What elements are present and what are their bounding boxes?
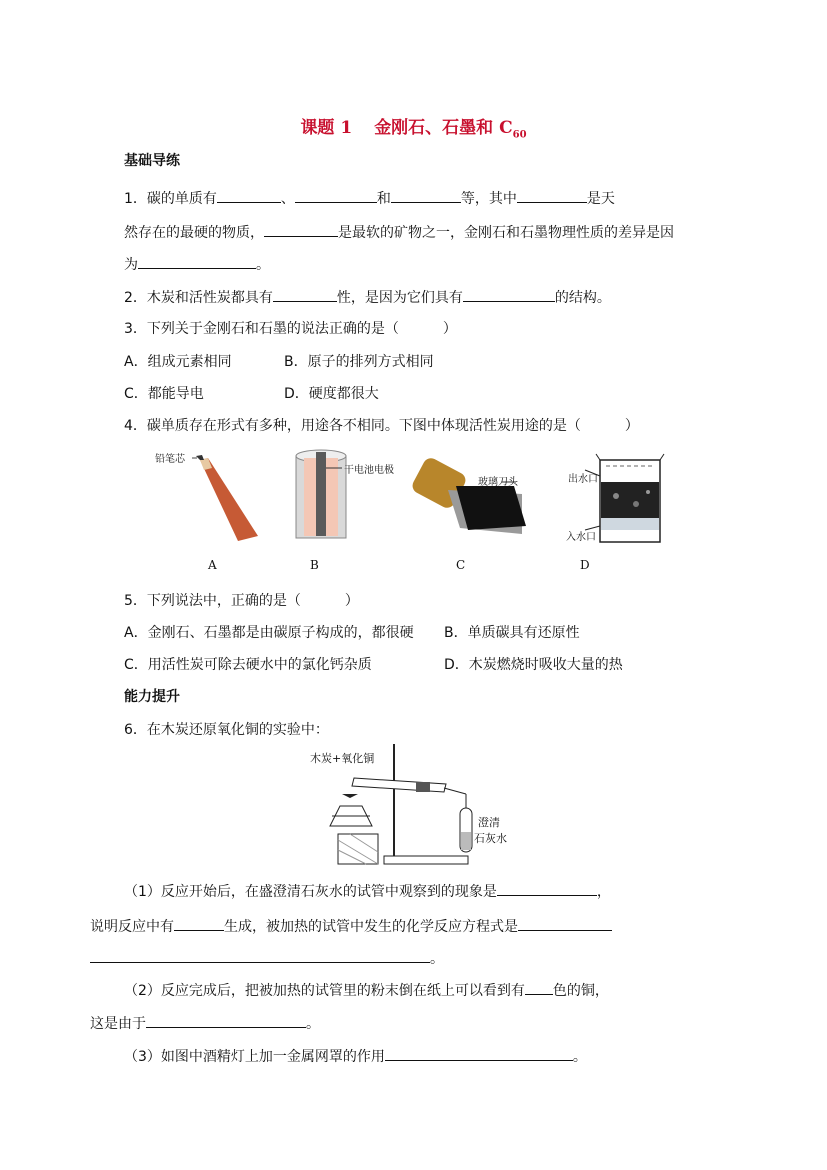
title-topic: 金刚石、石墨和 C xyxy=(374,118,513,138)
answer-blank[interactable] xyxy=(217,188,281,203)
text: 是最软的矿物之一，金刚石和石墨物理性质的差异是因 xyxy=(338,225,674,241)
text: ） xyxy=(624,418,639,434)
option-3d: D．硬度都很大 xyxy=(284,386,379,402)
option-5d: D．木炭燃烧时吸收大量的热 xyxy=(444,657,623,673)
q6-part-2-line-2 xyxy=(90,1013,320,1033)
pencil-figure xyxy=(155,452,258,541)
q6-part-1-line-1 xyxy=(124,881,611,901)
pencil-label: 铅笔芯 xyxy=(155,454,185,465)
answer-blank[interactable] xyxy=(138,254,256,269)
limewater-label-1: 澄清 xyxy=(478,816,500,829)
question-1-line-3 xyxy=(124,254,270,274)
text: 和 xyxy=(376,191,391,207)
q6-part-2-line-1 xyxy=(124,980,609,1000)
answer-blank[interactable] xyxy=(295,188,377,203)
text: 。 xyxy=(430,951,444,967)
question-3-stem xyxy=(124,318,457,338)
text: 。 xyxy=(256,257,270,273)
text: 。 xyxy=(306,1016,320,1032)
text: 4．碳单质存在形式有多种，用途各不相同。下图中体现活性炭用途的是（ xyxy=(124,418,581,434)
question-4-figures xyxy=(130,446,670,546)
question-1-line-2 xyxy=(124,222,674,242)
text: 1．碳的单质有 xyxy=(124,191,217,207)
water-out-label: 出水口 xyxy=(568,474,598,485)
text: 这是由于 xyxy=(90,1016,146,1032)
option-5c: C．用活性炭可除去硬水中的氯化钙杂质 xyxy=(124,657,372,673)
water-filter-figure xyxy=(566,454,664,543)
title-subscript: 60 xyxy=(512,129,527,141)
text: （2）反应完成后，把被加热的试管里的粉末倒在纸上可以看到有 xyxy=(124,983,525,999)
question-1-line-1 xyxy=(124,188,615,208)
answer-blank[interactable] xyxy=(391,188,461,203)
text: 然存在的最硬的物质， xyxy=(124,225,264,241)
page-title xyxy=(0,113,827,140)
question-4-stem xyxy=(124,415,639,435)
figure-caption-b: B xyxy=(310,558,319,572)
answer-blank[interactable] xyxy=(146,1013,306,1028)
text: （1）反应开始后，在盛澄清石灰水的试管中观察到的现象是 xyxy=(124,884,497,900)
text: 是天 xyxy=(586,191,615,207)
text: 、 xyxy=(280,191,295,207)
cutter-label: 玻璃刀头 xyxy=(478,477,518,488)
question-2 xyxy=(124,287,611,307)
answer-blank[interactable] xyxy=(518,916,612,931)
glass-cutter-figure xyxy=(410,455,526,534)
reagent-label: 木炭+氧化铜 xyxy=(310,752,375,765)
figure-caption-c: C xyxy=(456,558,466,572)
water-in-label: 入水口 xyxy=(566,532,596,543)
question-5-stem xyxy=(124,590,359,610)
option-3b: B．原子的排列方式相同 xyxy=(284,354,434,370)
text: 等，其中 xyxy=(460,191,517,207)
section-basic: 基础导练 xyxy=(124,153,180,169)
option-5a: A．金刚石、石墨都是由碳原子构成的，都很硬 xyxy=(124,625,414,641)
answer-blank[interactable] xyxy=(264,222,338,237)
text: 性，是因为它们具有 xyxy=(336,290,463,306)
answer-blank[interactable] xyxy=(385,1046,573,1061)
text: 5．下列说法中，正确的是（ xyxy=(124,593,301,609)
text: ） xyxy=(344,593,359,609)
figure-caption-a: A xyxy=(208,558,217,572)
experiment-apparatus-figure xyxy=(310,744,520,872)
answer-blank[interactable] xyxy=(525,980,553,995)
text: 色的铜， xyxy=(552,983,609,999)
q6-part-1-line-3 xyxy=(90,948,444,968)
q6-part-3 xyxy=(124,1046,587,1066)
answer-blank[interactable] xyxy=(497,881,597,896)
text: 说明反应中有 xyxy=(90,919,174,935)
limewater-label-2: 石灰水 xyxy=(474,832,507,845)
text: ， xyxy=(596,884,611,900)
question-6-stem: 6．在木炭还原氧化铜的实验中： xyxy=(124,722,329,738)
battery-label: 干电池电极 xyxy=(344,465,394,476)
answer-blank[interactable] xyxy=(463,287,555,302)
text: 的结构。 xyxy=(554,290,611,306)
title-number: 课题 1 xyxy=(300,118,353,138)
text: 为 xyxy=(124,257,138,273)
text: 生成，被加热的试管中发生的化学反应方程式是 xyxy=(224,919,518,935)
answer-blank[interactable] xyxy=(273,287,337,302)
figure-caption-d: D xyxy=(580,558,590,572)
text: 。 xyxy=(572,1049,587,1065)
text: 2．木炭和活性炭都具有 xyxy=(124,290,273,306)
answer-blank[interactable] xyxy=(90,948,430,963)
text: 3．下列关于金刚石和石墨的说法正确的是（ xyxy=(124,321,399,337)
answer-blank[interactable] xyxy=(174,916,224,931)
option-3c: C．都能导电 xyxy=(124,386,204,402)
option-3a: A．组成元素相同 xyxy=(124,354,232,370)
answer-blank[interactable] xyxy=(517,188,587,203)
text: ） xyxy=(442,321,457,337)
option-5b: B．单质碳具有还原性 xyxy=(444,625,580,641)
battery-figure xyxy=(296,450,394,538)
q6-part-1-line-2 xyxy=(90,916,612,936)
section-advanced: 能力提升 xyxy=(124,689,180,705)
text: （3）如图中酒精灯上加一金属网罩的作用 xyxy=(124,1049,385,1065)
